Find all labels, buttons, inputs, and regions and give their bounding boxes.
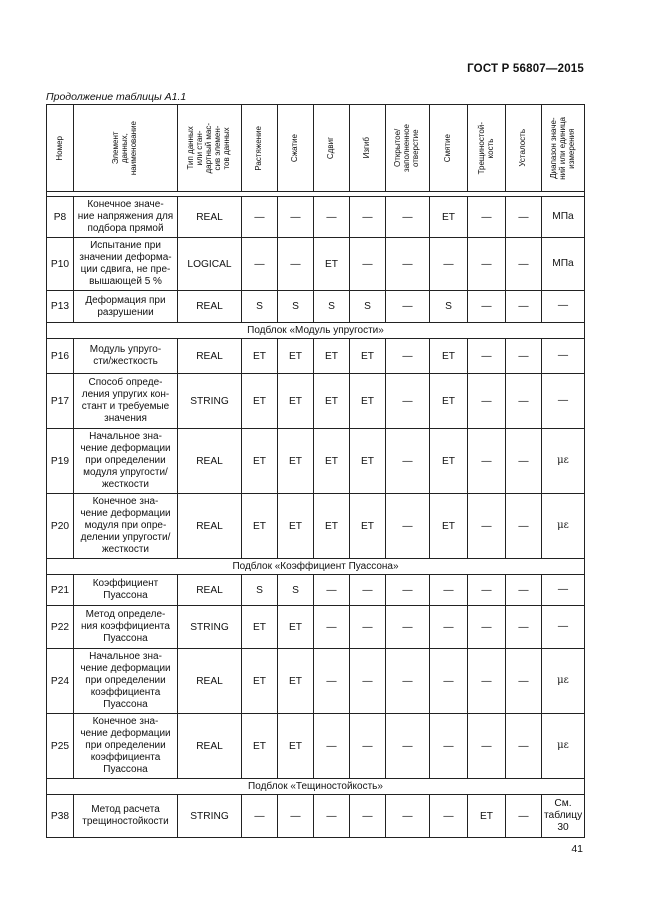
table-row [47, 575, 585, 606]
cell-element-name: Конечное значе- ние напряжения для подбора прямой [74, 197, 178, 238]
data-elements-table [46, 104, 585, 838]
cell-test-type: ET [314, 374, 350, 429]
cell-test-type: ET [242, 606, 278, 649]
cell-unit: МПа [542, 197, 585, 238]
cell-element-name: Конечное зна- чение деформации при определении коэффициента Пуассона [74, 714, 178, 779]
cell-test-type: — [506, 339, 542, 374]
cell-test-type: — [350, 238, 386, 291]
cell-test-type: — [468, 238, 506, 291]
cell-element-name: Метод определе- ния коэффициента Пуассона [74, 606, 178, 649]
cell-test-type: — [386, 374, 430, 429]
cell-test-type: ET [242, 714, 278, 779]
table-row [47, 714, 585, 779]
cell-test-type: — [242, 197, 278, 238]
cell-unit: — [542, 606, 585, 649]
cell-test-type: ET [350, 429, 386, 494]
cell-test-type: — [386, 575, 430, 606]
cell-test-type: — [350, 575, 386, 606]
cell-data-type: REAL [178, 494, 242, 559]
cell-test-type: — [506, 649, 542, 714]
col-header: Растяжение [242, 105, 278, 192]
cell-test-type: ET [278, 649, 314, 714]
cell-test-type: ET [278, 606, 314, 649]
cell-test-type: ET [242, 429, 278, 494]
page-number: 41 [571, 843, 583, 855]
cell-test-type: ET [430, 197, 468, 238]
col-header: Изгиб [350, 105, 386, 192]
cell-test-type: ET [278, 429, 314, 494]
cell-test-type: S [314, 291, 350, 323]
table-header-row [47, 105, 585, 192]
cell-test-type: S [242, 291, 278, 323]
cell-test-type: — [468, 649, 506, 714]
cell-number: P22 [47, 606, 74, 649]
cell-test-type: — [386, 606, 430, 649]
cell-test-type: — [468, 429, 506, 494]
table-row [47, 339, 585, 374]
table-row [47, 238, 585, 291]
cell-test-type: S [350, 291, 386, 323]
cell-unit: МПа [542, 238, 585, 291]
cell-test-type: — [506, 494, 542, 559]
cell-test-type: — [506, 197, 542, 238]
col-header: Тип данных или стан- дартный мас- сив элемен- тов данных [178, 105, 242, 192]
cell-data-type: LOGICAL [178, 238, 242, 291]
cell-test-type: — [242, 795, 278, 838]
table-row [47, 374, 585, 429]
cell-data-type: REAL [178, 339, 242, 374]
cell-unit: με [542, 714, 585, 779]
cell-number: P8 [47, 197, 74, 238]
cell-test-type: ET [350, 339, 386, 374]
table-row [47, 291, 585, 323]
cell-test-type: — [430, 238, 468, 291]
cell-number: P21 [47, 575, 74, 606]
cell-test-type: — [386, 197, 430, 238]
subblock-title: Подблок «Тещиностойкость» [47, 779, 585, 795]
col-header: Сдвиг [314, 105, 350, 192]
cell-test-type: ET [430, 494, 468, 559]
cell-test-type: — [242, 238, 278, 291]
cell-test-type: — [278, 238, 314, 291]
subblock-row [47, 559, 585, 575]
cell-data-type: REAL [178, 197, 242, 238]
cell-test-type: — [386, 714, 430, 779]
col-header: Трещиностой- кость [468, 105, 506, 192]
cell-test-type: S [278, 575, 314, 606]
cell-test-type: — [468, 714, 506, 779]
subblock-title: Подблок «Модуль упругости» [47, 323, 585, 339]
cell-test-type: — [430, 575, 468, 606]
col-header: Открытое/ заполненное отверстие [386, 105, 430, 192]
cell-test-type: — [350, 197, 386, 238]
cell-test-type: ET [350, 494, 386, 559]
cell-test-type: S [278, 291, 314, 323]
cell-test-type: — [468, 291, 506, 323]
table-row [47, 649, 585, 714]
cell-element-name: Начальное зна- чение деформации при определении коэффициента Пуассона [74, 649, 178, 714]
cell-test-type: ET [278, 714, 314, 779]
cell-data-type: REAL [178, 429, 242, 494]
col-header: Сжатие [278, 105, 314, 192]
cell-test-type: — [386, 291, 430, 323]
cell-test-type: — [314, 575, 350, 606]
cell-test-type: — [506, 238, 542, 291]
cell-test-type: — [506, 714, 542, 779]
cell-test-type: — [386, 494, 430, 559]
cell-test-type: — [468, 374, 506, 429]
cell-test-type: — [386, 429, 430, 494]
cell-test-type: — [350, 795, 386, 838]
cell-test-type: — [386, 238, 430, 291]
document-code: ГОСТ Р 56807—2015 [467, 63, 584, 75]
cell-unit: με [542, 494, 585, 559]
cell-test-type: — [350, 649, 386, 714]
cell-unit: См. таблицу 30 [542, 795, 585, 838]
cell-test-type: — [506, 606, 542, 649]
table-row [47, 606, 585, 649]
cell-test-type: — [314, 606, 350, 649]
table-caption: Продолжение таблицы А1.1 [46, 91, 187, 103]
cell-test-type: — [468, 494, 506, 559]
cell-test-type: — [350, 714, 386, 779]
cell-test-type: — [430, 606, 468, 649]
cell-test-type: — [386, 795, 430, 838]
cell-test-type: ET [430, 339, 468, 374]
cell-test-type: ET [242, 339, 278, 374]
col-header: Смятие [430, 105, 468, 192]
cell-element-name: Метод расчета трещиностойкости [74, 795, 178, 838]
cell-test-type: — [314, 197, 350, 238]
cell-element-name: Коэффициент Пуассона [74, 575, 178, 606]
cell-number: P16 [47, 339, 74, 374]
cell-element-name: Деформация при разрушении [74, 291, 178, 323]
col-header: Усталость [506, 105, 542, 192]
cell-element-name: Испытание при значении деформа- ции сдвига, не пре- вышающей 5 % [74, 238, 178, 291]
table-row [47, 429, 585, 494]
cell-test-type: — [430, 649, 468, 714]
subblock-row [47, 779, 585, 795]
cell-test-type: — [314, 649, 350, 714]
cell-data-type: REAL [178, 714, 242, 779]
col-header: Диапазон значе- ний или единица измерения [542, 105, 585, 192]
cell-test-type: ET [314, 494, 350, 559]
cell-test-type: — [386, 339, 430, 374]
cell-test-type: — [386, 649, 430, 714]
cell-test-type: ET [430, 374, 468, 429]
cell-test-type: ET [430, 429, 468, 494]
cell-test-type: ET [242, 649, 278, 714]
cell-unit: με [542, 649, 585, 714]
cell-test-type: — [430, 795, 468, 838]
cell-element-name: Способ опреде- ления упругих кон- стант и требуемые значения [74, 374, 178, 429]
cell-data-type: REAL [178, 649, 242, 714]
cell-test-type: — [314, 714, 350, 779]
cell-number: P25 [47, 714, 74, 779]
cell-test-type: ET [314, 339, 350, 374]
cell-test-type: ET [278, 494, 314, 559]
cell-test-type: ET [278, 374, 314, 429]
cell-test-type: — [506, 795, 542, 838]
table-row [47, 197, 585, 238]
cell-element-name: Начальное зна- чение деформации при определении модуля упругости/ жесткости [74, 429, 178, 494]
cell-test-type: — [468, 575, 506, 606]
table-row [47, 494, 585, 559]
cell-test-type: ET [350, 374, 386, 429]
cell-unit: — [542, 291, 585, 323]
cell-number: P17 [47, 374, 74, 429]
cell-data-type: REAL [178, 575, 242, 606]
cell-test-type: — [278, 795, 314, 838]
cell-test-type: ET [314, 429, 350, 494]
cell-test-type: — [468, 339, 506, 374]
cell-number: P13 [47, 291, 74, 323]
cell-test-type: — [278, 197, 314, 238]
cell-unit: — [542, 575, 585, 606]
cell-unit: με [542, 429, 585, 494]
cell-test-type: — [430, 714, 468, 779]
cell-test-type: — [314, 795, 350, 838]
subblock-title: Подблок «Коэффициент Пуассона» [47, 559, 585, 575]
cell-unit: — [542, 339, 585, 374]
cell-test-type: ET [468, 795, 506, 838]
col-header: Элемент данных, наименование [74, 105, 178, 192]
cell-test-type: ET [242, 374, 278, 429]
cell-number: P10 [47, 238, 74, 291]
cell-test-type: — [468, 197, 506, 238]
cell-data-type: STRING [178, 374, 242, 429]
cell-element-name: Модуль упруго- сти/жесткость [74, 339, 178, 374]
cell-number: P20 [47, 494, 74, 559]
col-header: Номер [47, 105, 74, 192]
cell-number: P24 [47, 649, 74, 714]
cell-test-type: ET [278, 339, 314, 374]
cell-data-type: REAL [178, 291, 242, 323]
cell-test-type: ET [314, 238, 350, 291]
cell-element-name: Конечное зна- чение деформации модуля при опре- делении упругости/ жесткости [74, 494, 178, 559]
cell-test-type: — [506, 429, 542, 494]
cell-test-type: — [350, 606, 386, 649]
cell-unit: — [542, 374, 585, 429]
cell-test-type: S [430, 291, 468, 323]
cell-number: P38 [47, 795, 74, 838]
cell-test-type: — [506, 575, 542, 606]
cell-data-type: STRING [178, 795, 242, 838]
cell-test-type: — [506, 374, 542, 429]
cell-data-type: STRING [178, 606, 242, 649]
cell-test-type: — [506, 291, 542, 323]
cell-test-type: — [468, 606, 506, 649]
table-row [47, 795, 585, 838]
cell-test-type: S [242, 575, 278, 606]
cell-test-type: ET [242, 494, 278, 559]
cell-number: P19 [47, 429, 74, 494]
subblock-row [47, 323, 585, 339]
